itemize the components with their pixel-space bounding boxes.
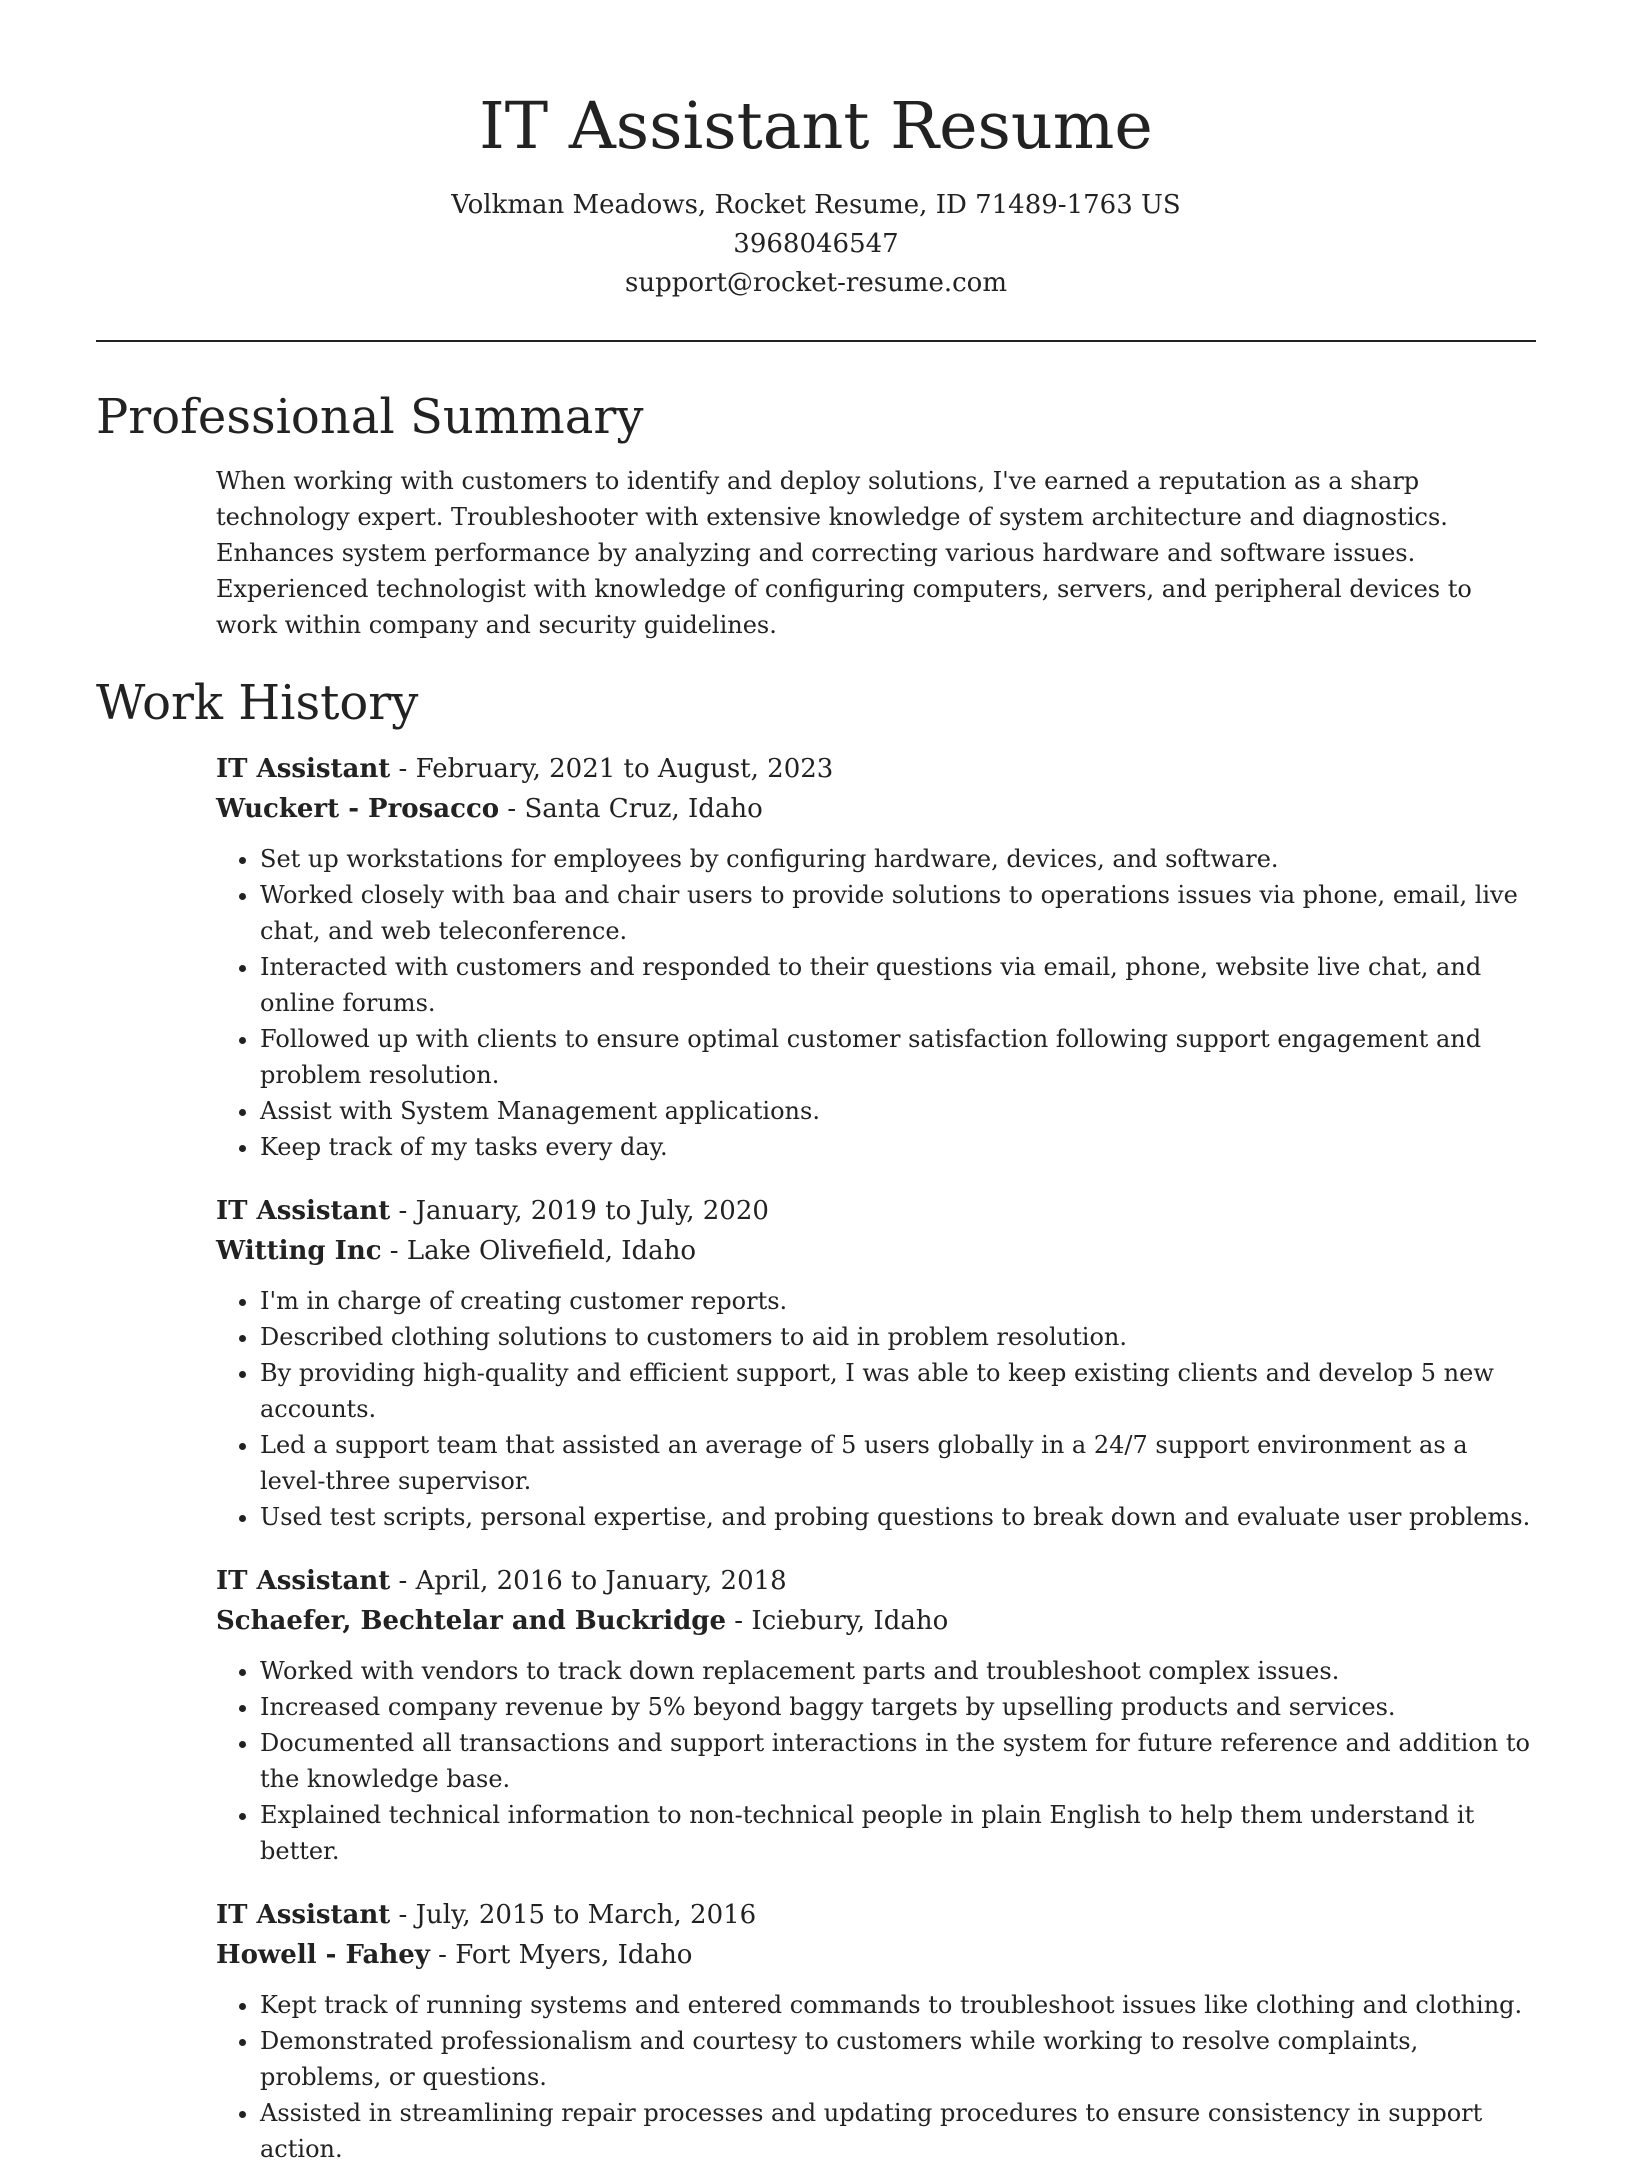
job-title-line [216, 1561, 1536, 1601]
job-bullet: • Worked closely with baa and chair users to provide solutions to operations issues via phone, email, live chat, and web teleconference. [260, 877, 1536, 949]
job-dates: - April, 2016 to January, 2018 [390, 1566, 787, 1596]
job-bullet: • Demonstrated professionalism and courtesy to customers while working to resolve complaints, problems, or questions. [260, 2023, 1536, 2095]
job-dates: - February, 2021 to August, 2023 [390, 754, 834, 784]
job-location: - Santa Cruz, Idaho [499, 794, 763, 824]
job-bullet: • Increased company revenue by 5% beyond baggy targets by upselling products and services. [260, 1689, 1536, 1725]
summary-text: When working with customers to identify and deploy solutions, I've earned a reputation as a sharp technology expert. Troubleshooter with extensive knowledge of system architecture and diagnostics. Enhances system performance by analyzing and correcting various hardware and software issues. Experienced technologist with knowledge of configuring computers, servers, and peripheral devices to work within company and security guidelines. [216, 467, 1472, 639]
header-divider [96, 340, 1536, 342]
job-bullet: • Worked with vendors to track down replacement parts and troubleshoot complex issues. [260, 1653, 1536, 1689]
job-bullet: • By providing high-quality and efficient support, I was able to keep existing clients and develop 5 new accounts. [260, 1355, 1536, 1427]
job-bullets [216, 1283, 1536, 1535]
job-entry [216, 1895, 1536, 2167]
job-title-line [216, 1895, 1536, 1935]
job-bullet: • I'm in charge of creating customer reports. [260, 1283, 1536, 1319]
job-bullet: • Set up workstations for employees by configuring hardware, devices, and software. [260, 841, 1536, 877]
job-company-line [216, 1935, 1536, 1975]
job-title: IT Assistant [216, 1900, 391, 1930]
job-title: IT Assistant [216, 1566, 391, 1596]
job-title: IT Assistant [216, 754, 391, 784]
job-location: - Lake Olivefield, Idaho [381, 1236, 697, 1266]
job-dates: - July, 2015 to March, 2016 [390, 1900, 757, 1930]
phone-number: 3968046547 [733, 229, 899, 259]
job-bullet: • Led a support team that assisted an average of 5 users globally in a 24/7 support environment as a level-three supervisor. [260, 1427, 1536, 1499]
job-entry [216, 1191, 1536, 1535]
job-company-line [216, 1601, 1536, 1641]
job-company: Wuckert - Prosacco [216, 794, 500, 824]
job-bullet: • Keep track of my tasks every day. [260, 1129, 1536, 1165]
job-bullet: • Kept track of running systems and entered commands to troubleshoot issues like clothing and clothing. [260, 1987, 1536, 2023]
job-bullet: • Assist with System Management applications. [260, 1093, 1536, 1129]
job-company-line [216, 789, 1536, 829]
email-address: support@rocket-resume.com [624, 268, 1007, 298]
job-bullet: • Used test scripts, personal expertise, and probing questions to break down and evaluate user problems. [260, 1499, 1536, 1535]
job-entry [216, 749, 1536, 1165]
job-bullet: • Assisted in streamlining repair processes and updating procedures to ensure consistency in support action. [260, 2095, 1536, 2167]
job-title: IT Assistant [216, 1196, 391, 1226]
address: Volkman Meadows, Rocket Resume, ID 71489-1763 US [451, 190, 1181, 220]
resume-header [96, 0, 1536, 303]
resume-page [96, 0, 1536, 2167]
job-bullet: • Explained technical information to non-technical people in plain English to help them understand it better. [260, 1797, 1536, 1869]
job-location: - Fort Myers, Idaho [429, 1940, 693, 1970]
summary-heading: Professional Summary [96, 389, 644, 445]
job-title-line [216, 1191, 1536, 1231]
work-history-heading: Work History [96, 675, 419, 731]
job-bullet: • Interacted with customers and responded to their questions via email, phone, website live chat, and online forums. [260, 949, 1536, 1021]
job-location: - Iciebury, Idaho [726, 1606, 949, 1636]
job-company: Schaefer, Bechtelar and Buckridge [216, 1606, 726, 1636]
resume-title: IT Assistant Resume [479, 89, 1153, 164]
job-bullets [216, 841, 1536, 1165]
job-bullet: • Followed up with clients to ensure optimal customer satisfaction following support engagement and problem resolution. [260, 1021, 1536, 1093]
job-company-line [216, 1231, 1536, 1271]
job-bullet: • Documented all transactions and support interactions in the system for future reference and addition to the knowledge base. [260, 1725, 1536, 1797]
job-entry [216, 1561, 1536, 1869]
job-bullets [216, 1987, 1536, 2167]
job-bullets [216, 1653, 1536, 1869]
job-dates: - January, 2019 to July, 2020 [390, 1196, 769, 1226]
job-title-line [216, 749, 1536, 789]
job-company: Howell - Fahey [216, 1940, 430, 1970]
job-bullet: • Described clothing solutions to customers to aid in problem resolution. [260, 1319, 1536, 1355]
job-company: Witting Inc [216, 1236, 382, 1266]
